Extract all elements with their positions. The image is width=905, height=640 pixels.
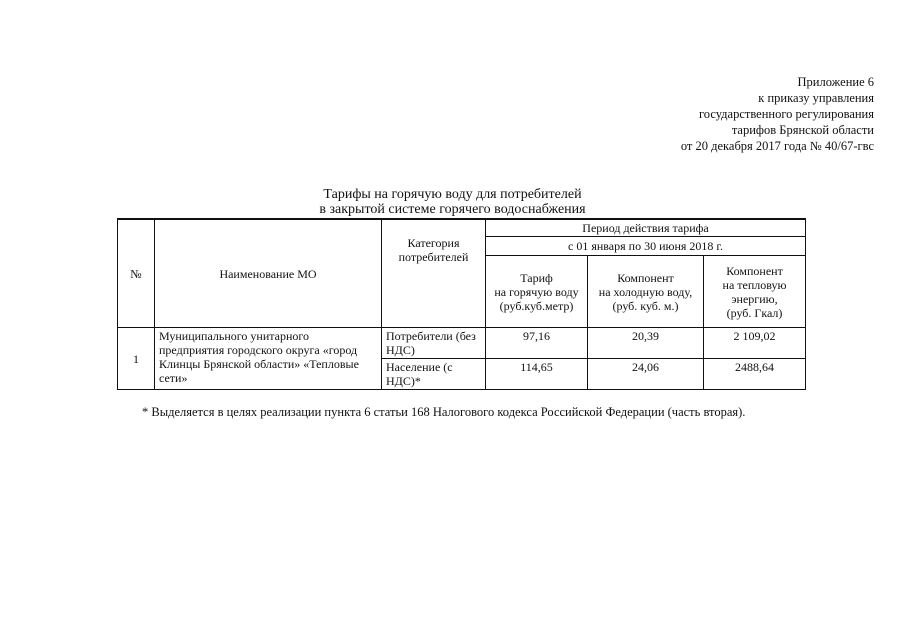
row-tariff-value: 114,65 <box>486 359 588 390</box>
header-tariff-line-1: Тариф <box>520 270 553 285</box>
document-title <box>0 187 905 217</box>
header-number: № <box>118 219 155 328</box>
appendix-title: Приложение 6 <box>797 75 874 89</box>
header-cold-line-1: Компонент <box>617 270 674 285</box>
row-category: Население (с НДС)* <box>382 359 486 390</box>
header-cold-line-2: на холодную воду, <box>598 284 693 299</box>
row-heat-value: 2488,64 <box>704 359 806 390</box>
header-heat-line-4: (руб. Гкал) <box>726 305 783 320</box>
header-heat-line-1: Компонент <box>726 263 783 278</box>
appendix-date-line: от 20 декабря 2017 года № 40/67-гвс <box>680 139 874 153</box>
header-heat-line-2: на тепловую <box>722 277 787 292</box>
row-cold-value: 24,06 <box>588 359 704 390</box>
header-cold-water-component <box>588 256 704 328</box>
title-line-1: Тарифы на горячую воду для потребителей <box>323 187 582 202</box>
appendix-region-line: тарифов Брянской области <box>731 123 874 137</box>
row-tariff-value: 97,16 <box>486 328 588 359</box>
header-heat-component <box>704 256 806 328</box>
row-category: Потребители (без НДС) <box>382 328 486 359</box>
header-name: Наименование МО <box>155 219 382 328</box>
row-number: 1 <box>118 328 155 390</box>
header-category: Категория потребителей <box>382 219 486 328</box>
header-cold-line-3: (руб. куб. м.) <box>612 298 679 313</box>
header-tariff-line-2: на горячую воду <box>494 284 579 299</box>
header-period: Период действия тарифа <box>486 219 806 237</box>
table-row <box>118 328 806 359</box>
appendix-header <box>681 74 874 154</box>
header-heat-line-3: энергию, <box>731 291 778 306</box>
row-cold-value: 20,39 <box>588 328 704 359</box>
tariff-table <box>117 218 806 390</box>
appendix-order-line: к приказу управления <box>758 91 874 105</box>
row-organization-name: Муниципального унитарного предприятия городского округа «город Клинцы Брянской области» «Тепловые сети» <box>155 328 382 390</box>
header-hot-water-tariff <box>486 256 588 328</box>
header-tariff-line-3: (руб.куб.метр) <box>499 298 574 313</box>
appendix-authority-line: государственного регулирования <box>698 107 874 121</box>
title-line-2: в закрытой системе горячего водоснабжения <box>319 202 586 217</box>
header-period-dates: с 01 января по 30 июня 2018 г. <box>486 237 806 256</box>
footnote: * Выделяется в целях реализации пункта 6 статьи 168 Налогового кодекса Российской Федерации (часть вторая). <box>142 405 746 419</box>
row-heat-value: 2 109,02 <box>704 328 806 359</box>
